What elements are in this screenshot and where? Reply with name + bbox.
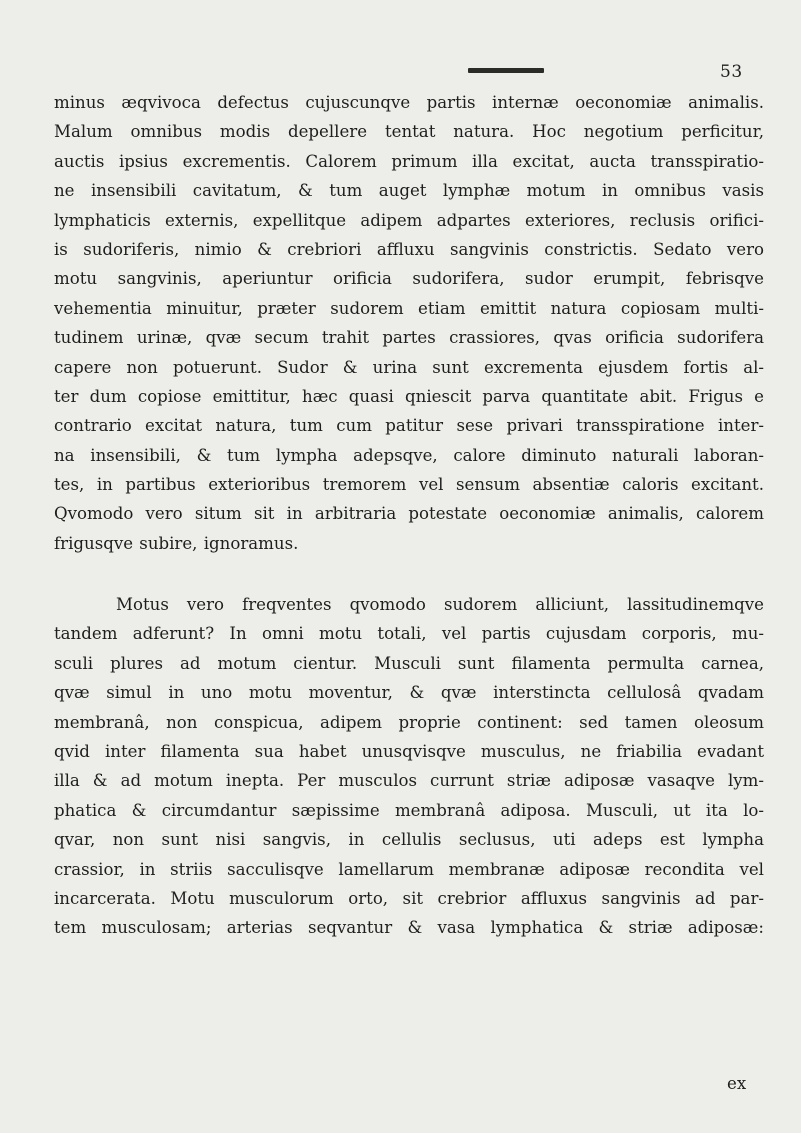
text-line: incarcerata. Motu musculorum orto, sit crebrior affluxus sangvinis ad par- [54,888,764,908]
text-line: motu sangvinis, aperiuntur orificia sudorifera, sudor erumpit, febrisqve [54,269,764,289]
text-line: tudinem urinæ, qvæ secum trahit partes crassiores, qvas orificia sudorifera [54,328,764,348]
text-line: ne insensibili cavitatum, & tum auget lymphæ motum in omnibus vasis [54,181,764,201]
text-line: tem musculosam; arterias seqvantur & vasa lymphatica & striæ adiposæ: [54,918,764,938]
text-line: lymphaticis externis, expellitque adipem adpartes exteriores, reclusis orifici- [54,210,764,230]
text-line: Motus vero freqventes qvomodo sudorem alliciunt, lassitudinemqve [116,595,764,614]
text-line: ter dum copiose emittitur, hæc quasi qniescit parva quantitate abit. Frigus e [54,386,764,406]
text-line: minus æqvivoca defectus cujuscunqve partis internæ oeconomiæ animalis. [54,93,764,112]
text-line: auctis ipsius excrementis. Calorem primum illa excitat, aucta transspiratio- [54,151,764,171]
text-line: tes, in partibus exterioribus tremorem vel sensum absentiæ caloris excitant. [54,475,764,495]
page-number: 53 [720,62,743,82]
text-line: sculi plures ad motum cientur. Musculi sunt filamenta permulta carnea, [54,653,764,673]
text-line: na insensibili, & tum lympha adepsqve, calore diminuto naturali laboran- [54,445,764,465]
text-line: vehementia minuitur, præter sudorem etiam emittit natura copiosam multi- [54,298,764,318]
text-line: membranâ, non conspicua, adipem proprie continent: sed tamen oleosum [54,712,764,732]
text-line: is sudoriferis, nimio & crebriori affluxu sangvinis constrictis. Sedato vero [54,239,764,259]
paragraph-2 [54,590,764,943]
text-line: illa & ad motum inepta. Per musculos currunt striæ adiposæ vasaqve lym- [54,771,764,791]
text-line: qvid inter filamenta sua habet unusqvisqve musculus, ne friabilia evadant [54,741,764,761]
paragraph-1 [54,88,764,558]
text-line: qvæ simul in uno motu moventur, & qvæ interstincta cellulosâ qvadam [54,683,764,703]
text-line: phatica & circumdantur sæpissime membranâ adiposa. Musculi, ut ita lo- [54,800,764,820]
text-line: capere non potuerunt. Sudor & urina sunt excrementa ejusdem fortis al- [54,357,764,377]
text-line: Qvomodo vero situm sit in arbitraria potestate oeconomiæ animalis, calorem [54,504,764,524]
catchword: ex [727,1074,747,1093]
text-line: Malum omnibus modis depellere tentat natura. Hoc negotium perficitur, [54,122,764,142]
header-rule [468,68,544,73]
text-line: frigusqve subire, ignoramus. [54,533,299,553]
text-line: tandem adferunt? In omni motu totali, vel partis cujusdam corporis, mu- [54,624,764,644]
text-line: qvar, non sunt nisi sangvis, in cellulis seclusus, uti adeps est lympha [54,830,764,850]
text-line: contrario excitat natura, tum cum patitur sese privari transspiratione inter- [54,416,764,436]
text-line: crassior, in striis sacculisqve lamellarum membranæ adiposæ recondita vel [54,859,764,879]
